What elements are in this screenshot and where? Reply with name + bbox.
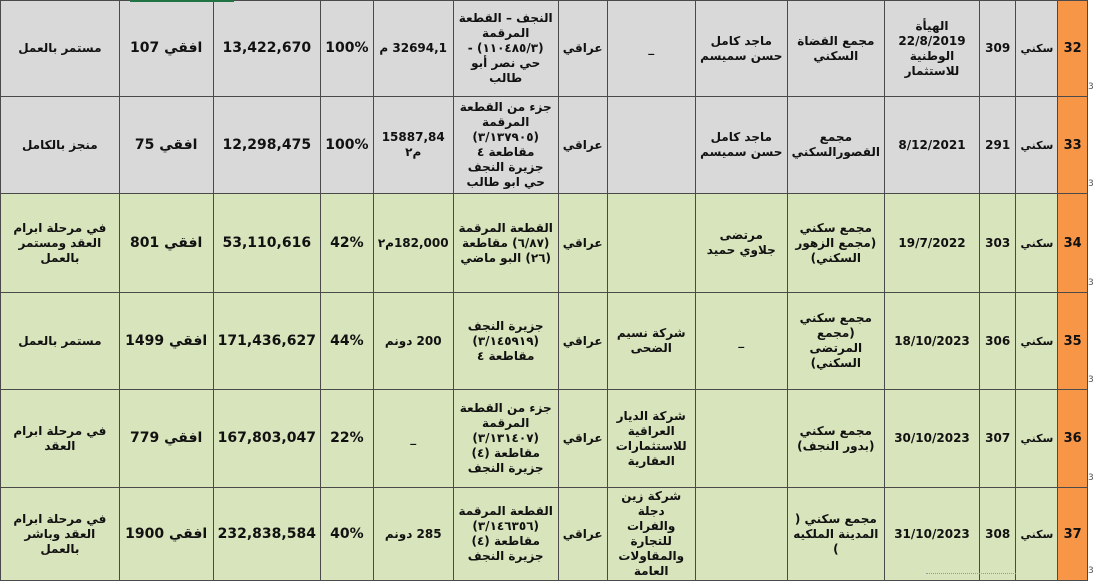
id-cell[interactable]: 307 xyxy=(979,390,1016,488)
project-cell[interactable]: مجمع القضاة السكني xyxy=(787,1,884,97)
units-cell[interactable]: افقي 107 xyxy=(119,1,213,97)
row-number-cell[interactable]: 35 xyxy=(1058,293,1088,390)
percent-cell[interactable]: 100% xyxy=(320,1,373,97)
nationality-cell[interactable]: عراقي xyxy=(558,390,607,488)
table-row xyxy=(1,1,1100,97)
project-cell[interactable]: مجمع سكني ( المدينة الملكيه ) xyxy=(787,488,884,581)
location-cell[interactable]: النجف – القطعة المرقمة (١١٠٤٨٥/٣) - حي نصر أبو طالب xyxy=(453,1,558,97)
company-cell[interactable]: شركة الديار العراقية للاستثمارات العقارية xyxy=(607,390,695,488)
status-cell[interactable]: في مرحلة ابرام العقد وباشر بالعمل xyxy=(1,488,120,581)
id-cell[interactable]: 306 xyxy=(979,293,1016,390)
project-cell[interactable]: مجمع القصورالسكني xyxy=(787,97,884,194)
location-cell[interactable]: جزء من القطعة المرقمة (٣/١٣٧٩٠٥) مقاطعة ٤ جزيرة النجف حي ابو طالب xyxy=(453,97,558,194)
company-cell[interactable]: _ xyxy=(607,1,695,97)
date-cell[interactable]: الهيأة 22/8/2019 الوطنية للاستثمار xyxy=(885,1,980,97)
row-number-cell[interactable]: 34 xyxy=(1058,194,1088,293)
cost-cell[interactable]: 53,110,616 xyxy=(213,194,320,293)
id-cell[interactable]: 308 xyxy=(979,488,1016,581)
nationality-cell[interactable]: عراقي xyxy=(558,488,607,581)
project-cell[interactable]: مجمع سكني (مجمع المرتضى السكني) xyxy=(787,293,884,390)
owner-cell[interactable] xyxy=(695,488,787,581)
units-cell[interactable]: افقي 75 xyxy=(119,97,213,194)
owner-cell[interactable]: ماجد كامل حسن سميسم xyxy=(695,97,787,194)
row-number-cell[interactable]: 37 xyxy=(1058,488,1088,581)
location-cell[interactable]: جزء من القطعة المرقمة (٣/١٣١٤٠٧) مقاطعة (٤) جزيرة النجف xyxy=(453,390,558,488)
status-cell[interactable]: منجز بالكامل xyxy=(1,97,120,194)
percent-cell[interactable]: 42% xyxy=(320,194,373,293)
edge-marker-cell[interactable]: 3 xyxy=(1087,1,1099,97)
type-cell[interactable]: سكني xyxy=(1016,390,1058,488)
date-cell[interactable]: 8/12/2021 xyxy=(885,97,980,194)
location-cell[interactable]: القطعة المرقمة (٦/٨٧) مقاطعة (٢٦) البو ماضي xyxy=(453,194,558,293)
cost-cell[interactable]: 12,298,475 xyxy=(213,97,320,194)
edge-marker-cell[interactable]: 3 xyxy=(1087,97,1099,194)
cost-cell[interactable]: 171,436,627 xyxy=(213,293,320,390)
company-cell[interactable]: شركة زين دجلة والفرات للتجارة والمقاولات العامة xyxy=(607,488,695,581)
units-cell[interactable]: افقي 1499 xyxy=(119,293,213,390)
area-cell[interactable]: 182,000م٢ xyxy=(373,194,453,293)
project-cell[interactable]: مجمع سكني (بدور النجف) xyxy=(787,390,884,488)
cost-cell[interactable]: 232,838,584 xyxy=(213,488,320,581)
edge-marker-cell[interactable]: 3 xyxy=(1087,194,1099,293)
cost-cell[interactable]: 13,422,670 xyxy=(213,1,320,97)
type-cell[interactable]: سكني xyxy=(1016,1,1058,97)
date-cell[interactable]: 18/10/2023 xyxy=(885,293,980,390)
type-cell[interactable]: سكني xyxy=(1016,97,1058,194)
date-cell[interactable]: 31/10/2023 xyxy=(885,488,980,581)
units-cell[interactable]: افقي 779 xyxy=(119,390,213,488)
table-row xyxy=(1,97,1100,194)
owner-cell[interactable]: مرتضى جلاوي حميد xyxy=(695,194,787,293)
area-cell[interactable]: 32694,1 م xyxy=(373,1,453,97)
id-cell[interactable]: 303 xyxy=(979,194,1016,293)
nationality-cell[interactable]: عراقي xyxy=(558,293,607,390)
status-cell[interactable]: في مرحلة ابرام العقد ومستمر بالعمل xyxy=(1,194,120,293)
percent-cell[interactable]: 40% xyxy=(320,488,373,581)
company-cell[interactable] xyxy=(607,97,695,194)
percent-cell[interactable]: 100% xyxy=(320,97,373,194)
edge-marker-cell[interactable]: 3 xyxy=(1087,390,1099,488)
date-cell[interactable]: 19/7/2022 xyxy=(885,194,980,293)
row-number-cell[interactable]: 33 xyxy=(1058,97,1088,194)
edge-marker-cell[interactable]: 3 xyxy=(1087,293,1099,390)
percent-cell[interactable]: 44% xyxy=(320,293,373,390)
company-cell[interactable]: شركة نسيم الضحى xyxy=(607,293,695,390)
edge-marker-cell[interactable]: 3 xyxy=(1087,488,1099,581)
table-row xyxy=(1,488,1100,581)
table-row xyxy=(1,390,1100,488)
owner-cell[interactable] xyxy=(695,390,787,488)
owner-cell[interactable]: ماجد كامل حسن سميسم xyxy=(695,1,787,97)
type-cell[interactable]: سكني xyxy=(1016,488,1058,581)
company-cell[interactable] xyxy=(607,194,695,293)
area-cell[interactable]: 200 دونم xyxy=(373,293,453,390)
owner-cell[interactable]: _ xyxy=(695,293,787,390)
table-row xyxy=(1,194,1100,293)
status-cell[interactable]: مستمر بالعمل xyxy=(1,1,120,97)
status-cell[interactable]: مستمر بالعمل xyxy=(1,293,120,390)
location-cell[interactable]: جزيرة النجف (٣/١٤٥٩١٩) مقاطعة ٤ xyxy=(453,293,558,390)
cost-cell[interactable]: 167,803,047 xyxy=(213,390,320,488)
units-cell[interactable]: افقي 801 xyxy=(119,194,213,293)
area-cell[interactable]: 285 دونم xyxy=(373,488,453,581)
row-number-cell[interactable]: 32 xyxy=(1058,1,1088,97)
area-cell[interactable]: _ xyxy=(373,390,453,488)
nationality-cell[interactable]: عراقي xyxy=(558,194,607,293)
percent-cell[interactable]: 22% xyxy=(320,390,373,488)
row-number-cell[interactable]: 36 xyxy=(1058,390,1088,488)
nationality-cell[interactable]: عراقي xyxy=(558,1,607,97)
date-cell[interactable]: 30/10/2023 xyxy=(885,390,980,488)
cell-selection-indicator xyxy=(130,0,234,2)
type-cell[interactable]: سكني xyxy=(1016,194,1058,293)
area-cell[interactable]: 15887,84 م٢ xyxy=(373,97,453,194)
id-cell[interactable]: 309 xyxy=(979,1,1016,97)
type-cell[interactable]: سكني xyxy=(1016,293,1058,390)
location-cell[interactable]: القطعة المرقمة (٣/١٤٦٣٥٦) مقاطعة (٤) جزيرة النجف xyxy=(453,488,558,581)
status-cell[interactable]: في مرحلة ابرام العقد xyxy=(1,390,120,488)
project-cell[interactable]: مجمع سكني (مجمع الزهور السكني) xyxy=(787,194,884,293)
table-row xyxy=(1,293,1100,390)
nationality-cell[interactable]: عراقي xyxy=(558,97,607,194)
units-cell[interactable]: افقي 1900 xyxy=(119,488,213,581)
id-cell[interactable]: 291 xyxy=(979,97,1016,194)
